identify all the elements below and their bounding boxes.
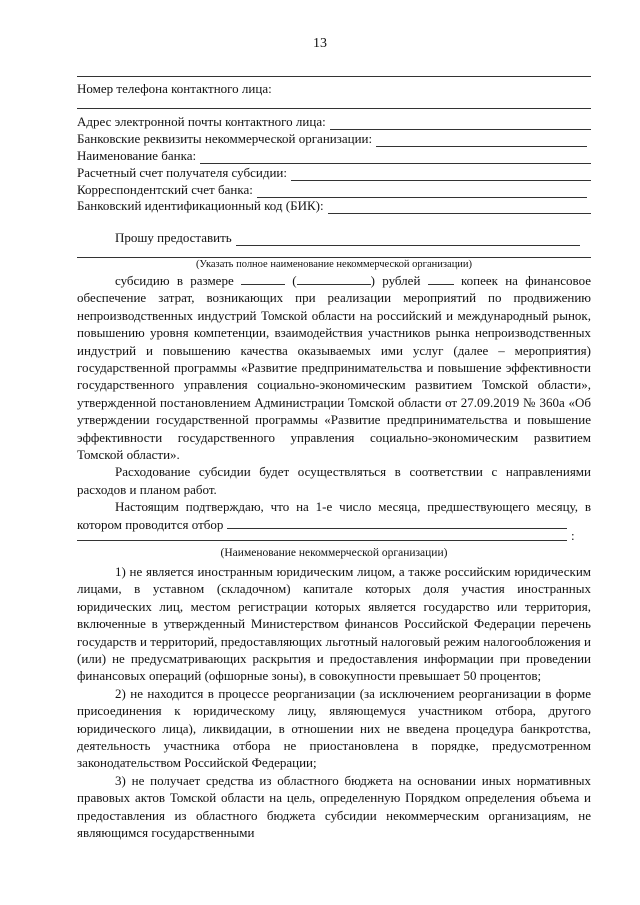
bik-field[interactable] (328, 201, 591, 214)
bik-row (77, 198, 591, 214)
organization-name-line-2[interactable] (77, 540, 567, 541)
bank-details-field[interactable] (376, 134, 587, 147)
account-field[interactable] (291, 168, 591, 181)
email-label: Адрес электронной почты контактного лица: (77, 114, 326, 129)
condition-item-1: 1) не является иностранным юридическим лицом, а также российским юридическим лицами, в уставном (складочном) капитале которых доля участия иностранных юридических лиц, местом регистрации которых является государство или территория, включенные в утвержденный Министерством финансов Российской Федерации перечень государств и территорий, предоставляющих льготный налоговый режим налогообложения и (или) не предусматривающих раскрытия и предоставления информации при проведении финансовых операций (офшорные зоны), в совокупности превышает 50 процентов; (77, 564, 591, 684)
rub-label: рублей (382, 273, 421, 288)
account-row (77, 165, 591, 181)
condition-item-2: 2) не находится в процессе реорганизации (за исключением реорганизации в форме присоединения к юридическому лицу, являющемуся участником отбора, другого юридического лица), ликвидации, в отношении них не введена процедура банкротства, деятельность участника отбора не приостановлена в порядке, предусмотренном законодательством Российской Федерации; (77, 685, 591, 771)
organization-caption: (Наименование некоммерческой организации) (220, 547, 448, 559)
page-number: 13 (313, 36, 327, 51)
bank-name-label: Наименование банка: (77, 148, 197, 163)
phone-label: Номер телефона контактного лица: (77, 81, 272, 96)
bank-details-row (77, 131, 587, 147)
confirm-text: Настоящим подтверждаю, что на 1-е число месяца, предшествующего месяцу, в котором проводится отбор (77, 499, 591, 532)
amount-rub-field[interactable] (241, 272, 285, 285)
bik-label: Банковский идентификационный код (БИК): (77, 198, 324, 213)
email-row (77, 114, 591, 130)
amount-kop-field[interactable] (428, 272, 454, 285)
expenses-paragraph: Расходование субсидии будет осуществляться в соответствии с направлениями расходов и планом работ. (77, 464, 591, 497)
email-field[interactable] (330, 117, 591, 130)
condition-item-3: 3) не получает средства из областного бюджета на основании иных нормативных правовых актов Томской области на цель, определенную Порядком определения объема и предоставления из областного бюджета субсидии некоммерческим организациям, не являющимся государственными (77, 772, 591, 841)
request-row (115, 230, 580, 246)
kop-label: копеек (460, 273, 498, 288)
phone-field[interactable] (77, 108, 591, 109)
organization-name-caption: (Указать полное наименование некоммерческой организации) (195, 259, 473, 270)
bank-details-label: Банковские реквизиты некоммерческой организации: (77, 131, 373, 146)
corr-account-field[interactable] (257, 185, 587, 198)
organization-name-field[interactable] (236, 233, 580, 246)
organization-name-line[interactable] (77, 257, 591, 258)
conditions-list (77, 563, 591, 842)
amount-words-field[interactable] (297, 272, 371, 285)
divider-line (77, 76, 591, 77)
bank-name-row (77, 148, 591, 164)
selection-field[interactable] (227, 516, 567, 529)
corr-account-label: Корреспондентский счет банка: (77, 182, 253, 197)
request-label: Прошу предоставить (115, 230, 232, 245)
bank-name-field[interactable] (200, 151, 591, 164)
subsidy-prefix: субсидию в размере (115, 273, 234, 288)
phone-row (77, 81, 591, 97)
colon-mark: : (571, 528, 575, 543)
subsidy-paragraph: субсидию в размере ( ) рублей копеек на финансовое обеспечение затрат, возникающих при реализации мероприятий по продвижению непроизводственных индустрий Томской области на российский и международный рынок, повышению уровня компетенции, взаимодействия участников рынка непроизводственных индустрий и повышению качества оказываемых ими услуг (далее – мероприятия) государственной программы «Развитие предпринимательства и повышение эффективности государственного управления социально-экономическим развитием Томской области», утвержденной постановлением Администрации Томской области от 27.09.2019 № 360а «Об утверждении государственной программы «Развитие предпринимательства и повышение эффективности государственного управления социально-экономическим развитием Томской области». Расходование субсидии будет осуществляться в соответствии с направлениями расходов и планом работ. Настоящим подтверждаю, что на 1-е число месяца, предшествующего месяцу, в котором проводится отбор (77, 273, 592, 532)
account-label: Расчетный счет получателя субсидии: (77, 165, 287, 180)
subsidy-text: на финансовое обеспечение затрат, возникающих при реализации мероприятий по продвижению непроизводственных индустрий Томской области на российский и международный рынок, повышению уровня компетенции, взаимодействия участников рынка непроизводственных индустрий и повышению качества оказываемых ими услуг (далее – мероприятия) государственной программы «Развитие предпринимательства и повышение эффективности государственного управления социально-экономическим развитием Томской области», утвержденной постановлением Администрации Томской области от 27.09.2019 № 360а «Об утверждении государственной программы «Развитие предпринимательства и повышение эффективности государственного управления социально-экономическим развитием Томской области». (77, 273, 592, 463)
corr-account-row (77, 182, 587, 198)
